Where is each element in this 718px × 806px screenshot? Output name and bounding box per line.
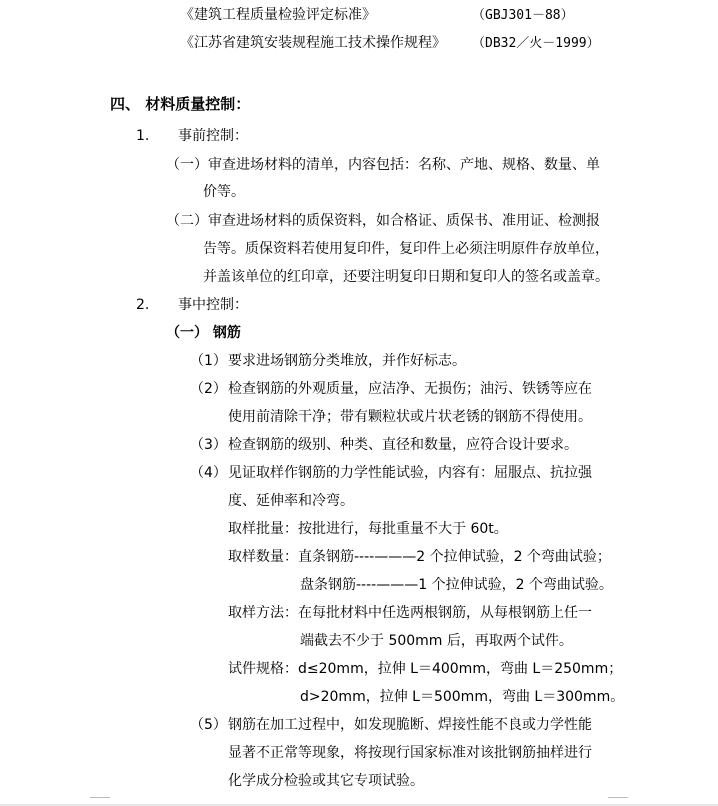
- p4-line2: 度、延伸率和冷弯。: [228, 493, 354, 509]
- p2-line1: 检查钢筋的外观质量，应洁净、无损伤；油污、铁锈等应在: [228, 381, 592, 397]
- standard-2-code: （DB32／火－1999）: [472, 36, 600, 51]
- sampling-batch: 取样批量：按批进行，每批重量不大于 60t。: [228, 521, 508, 537]
- s1-item1-line1: （一）审查进场材料的清单，内容包括：名称、产地、规格、数量、单: [166, 157, 600, 173]
- right-margin-mark: [608, 797, 628, 798]
- p1-line1: 要求进场钢筋分类堆放，并作好标志。: [228, 353, 466, 369]
- p5-number: （5）: [190, 717, 227, 733]
- p2-line2: 使用前清除干净；带有颗粒状或片状老锈的钢筋不得使用。: [228, 409, 592, 425]
- p4-line1: 见证取样作钢筋的力学性能试验，内容有：屈服点、抗拉强: [228, 465, 592, 481]
- p5-line2: 显著不正常等现象，将按现行国家标准对该批钢筋抽样进行: [228, 745, 592, 761]
- standard-1-title: 《建筑工程质量检验评定标准》: [180, 7, 376, 23]
- specimen-spec-line2: d>20mm，拉伸 L＝500mm，弯曲 L＝300mm。: [300, 689, 625, 705]
- sampling-quantity-line1: 取样数量：直条钢筋----———2 个拉伸试验，2 个弯曲试验；: [228, 549, 611, 565]
- s2-title: 事中控制：: [178, 297, 248, 313]
- p3-number: （3）: [190, 437, 227, 453]
- s1-item2-line3: 并盖该单位的红印章，还要注明复印日期和复印人的签名或盖章。: [203, 269, 609, 285]
- s1-title: 事前控制：: [178, 128, 248, 144]
- p1-number: （1）: [190, 353, 227, 369]
- s2-number: 2.: [136, 297, 150, 313]
- sampling-method-line1: 取样方法：在每批材料中任选两根钢筋，从每根钢筋上任一: [228, 605, 592, 621]
- standard-1-code: （GBJ301－88）: [472, 8, 574, 23]
- sampling-method-line2: 端截去不少于 500mm 后，再取两个试件。: [300, 633, 573, 649]
- p5-line1: 钢筋在加工过程中，如发现脆断、焊接性能不良或力学性能: [228, 717, 592, 733]
- p2-number: （2）: [190, 381, 227, 397]
- s1-item2-line1: （二）审查进场材料的质保资料，如合格证、质保书、准用证、检测报: [166, 213, 600, 229]
- p4-number: （4）: [190, 465, 227, 481]
- p3-line1: 检查钢筋的级别、种类、直径和数量，应符合设计要求。: [228, 437, 578, 453]
- s1-item2-line2: 告等。质保资料若使用复印件，复印件上必须注明原件存放单位，: [203, 241, 609, 257]
- section-heading: 四、 材料质量控制：: [110, 95, 251, 113]
- sampling-quantity-line2: 盘条钢筋----———1 个拉伸试验，2 个弯曲试验。: [300, 577, 613, 593]
- s1-number: 1.: [136, 128, 150, 144]
- left-margin-mark: [90, 797, 110, 798]
- p5-line3: 化学成分检验或其它专项试验。: [228, 773, 424, 789]
- s2-subheading-rebar: （一） 钢筋: [166, 325, 241, 341]
- specimen-spec-line1: 试件规格：d≤20mm，拉伸 L＝400mm，弯曲 L＝250mm；: [228, 661, 623, 677]
- standard-2-title: 《江苏省建筑安装规程施工技术操作规程》: [180, 35, 446, 51]
- s1-item1-line2: 价等。: [203, 184, 245, 200]
